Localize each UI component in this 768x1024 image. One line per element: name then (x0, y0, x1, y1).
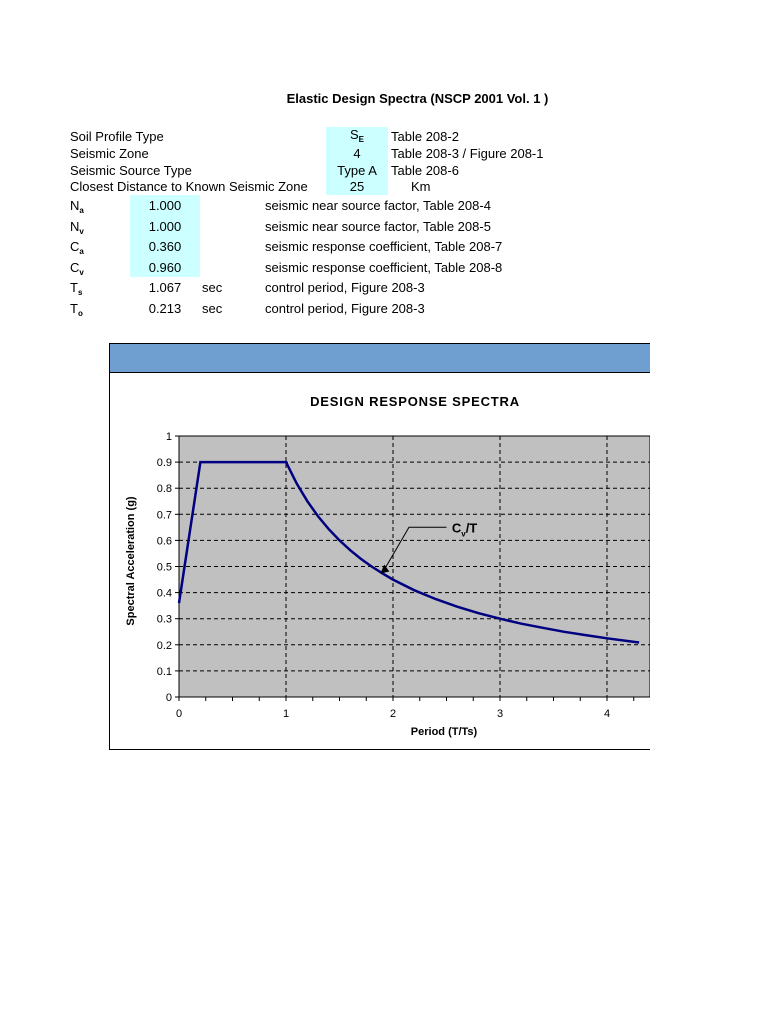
factor-symbol: $T_o$ (70, 301, 83, 318)
chart-title: DESIGN RESPONSE SPECTRA (310, 394, 520, 409)
annotation-label: $C_v/T$ (451, 520, 478, 539)
factor-desc: seismic response coefficient, Table 208-8 (265, 260, 503, 275)
y-tick-label: 0.3 (156, 613, 172, 626)
y-tick-label: 0.4 (156, 587, 172, 600)
y-tick-label: 0.2 (156, 639, 172, 652)
factor-symbol: $C_a$ (70, 239, 84, 256)
factor-symbol: $T_s$ (70, 280, 83, 297)
param-value[interactable]: 4 (353, 146, 361, 161)
factor-desc: seismic response coefficient, Table 208-7 (265, 239, 503, 254)
factor-unit: sec (202, 280, 223, 295)
param-value[interactable]: 25 (349, 179, 365, 194)
x-tick-label: 0 (175, 708, 183, 720)
factor-value: 0.213 (148, 301, 182, 316)
param-ref: Km (411, 179, 431, 194)
y-tick-label: 0.1 (156, 665, 172, 678)
y-tick-label: 0 (165, 692, 172, 704)
param-label: Seismic Source Type (70, 163, 192, 178)
factor-symbol: $N_v$ (70, 219, 84, 236)
y-tick-label: 1 (165, 431, 172, 443)
factor-symbol: $N_a$ (70, 198, 84, 215)
y-tick-label: 0.5 (156, 561, 172, 574)
chart-frame[interactable] (109, 343, 650, 750)
x-tick-label: 4 (603, 708, 611, 720)
y-tick-label: 0.6 (156, 535, 172, 548)
param-label: Soil Profile Type (70, 129, 164, 144)
param-value[interactable]: $S_E$ (349, 127, 364, 144)
factor-value: 1.067 (148, 280, 182, 295)
param-ref: Table 208-2 (391, 129, 459, 144)
factor-desc: control period, Figure 208-3 (265, 301, 425, 316)
y-tick-label: 0.9 (156, 457, 172, 470)
factor-value[interactable]: 0.360 (148, 239, 182, 254)
factor-value[interactable]: 1.000 (148, 219, 182, 234)
page-title: Elastic Design Spectra (NSCP 2001 Vol. 1 ) (286, 91, 549, 106)
param-ref: Table 208-6 (391, 163, 459, 178)
x-axis-label: Period (T/Ts) (410, 726, 478, 738)
param-label: Seismic Zone (70, 146, 149, 161)
y-tick-label: 0.8 (156, 483, 172, 496)
factor-desc: seismic near source factor, Table 208-5 (265, 219, 491, 234)
factor-value[interactable]: 0.960 (148, 260, 182, 275)
x-tick-label: 3 (496, 708, 504, 720)
x-tick-label: 1 (282, 708, 290, 720)
y-axis-label: Spectral Acceleration (g) (125, 496, 137, 626)
param-ref: Table 208-3 / Figure 208-1 (391, 146, 544, 161)
response-spectra-chart (110, 344, 650, 749)
x-tick-label: 2 (389, 708, 397, 720)
y-tick-label: 0.7 (156, 509, 172, 522)
factor-desc: seismic near source factor, Table 208-4 (265, 198, 491, 213)
factor-desc: control period, Figure 208-3 (265, 280, 425, 295)
param-label: Closest Distance to Known Seismic Zone (70, 179, 308, 194)
factor-unit: sec (202, 301, 223, 316)
param-value[interactable]: Type A (337, 163, 377, 178)
factor-symbol: $C_v$ (70, 260, 84, 277)
factor-value[interactable]: 1.000 (148, 198, 182, 213)
